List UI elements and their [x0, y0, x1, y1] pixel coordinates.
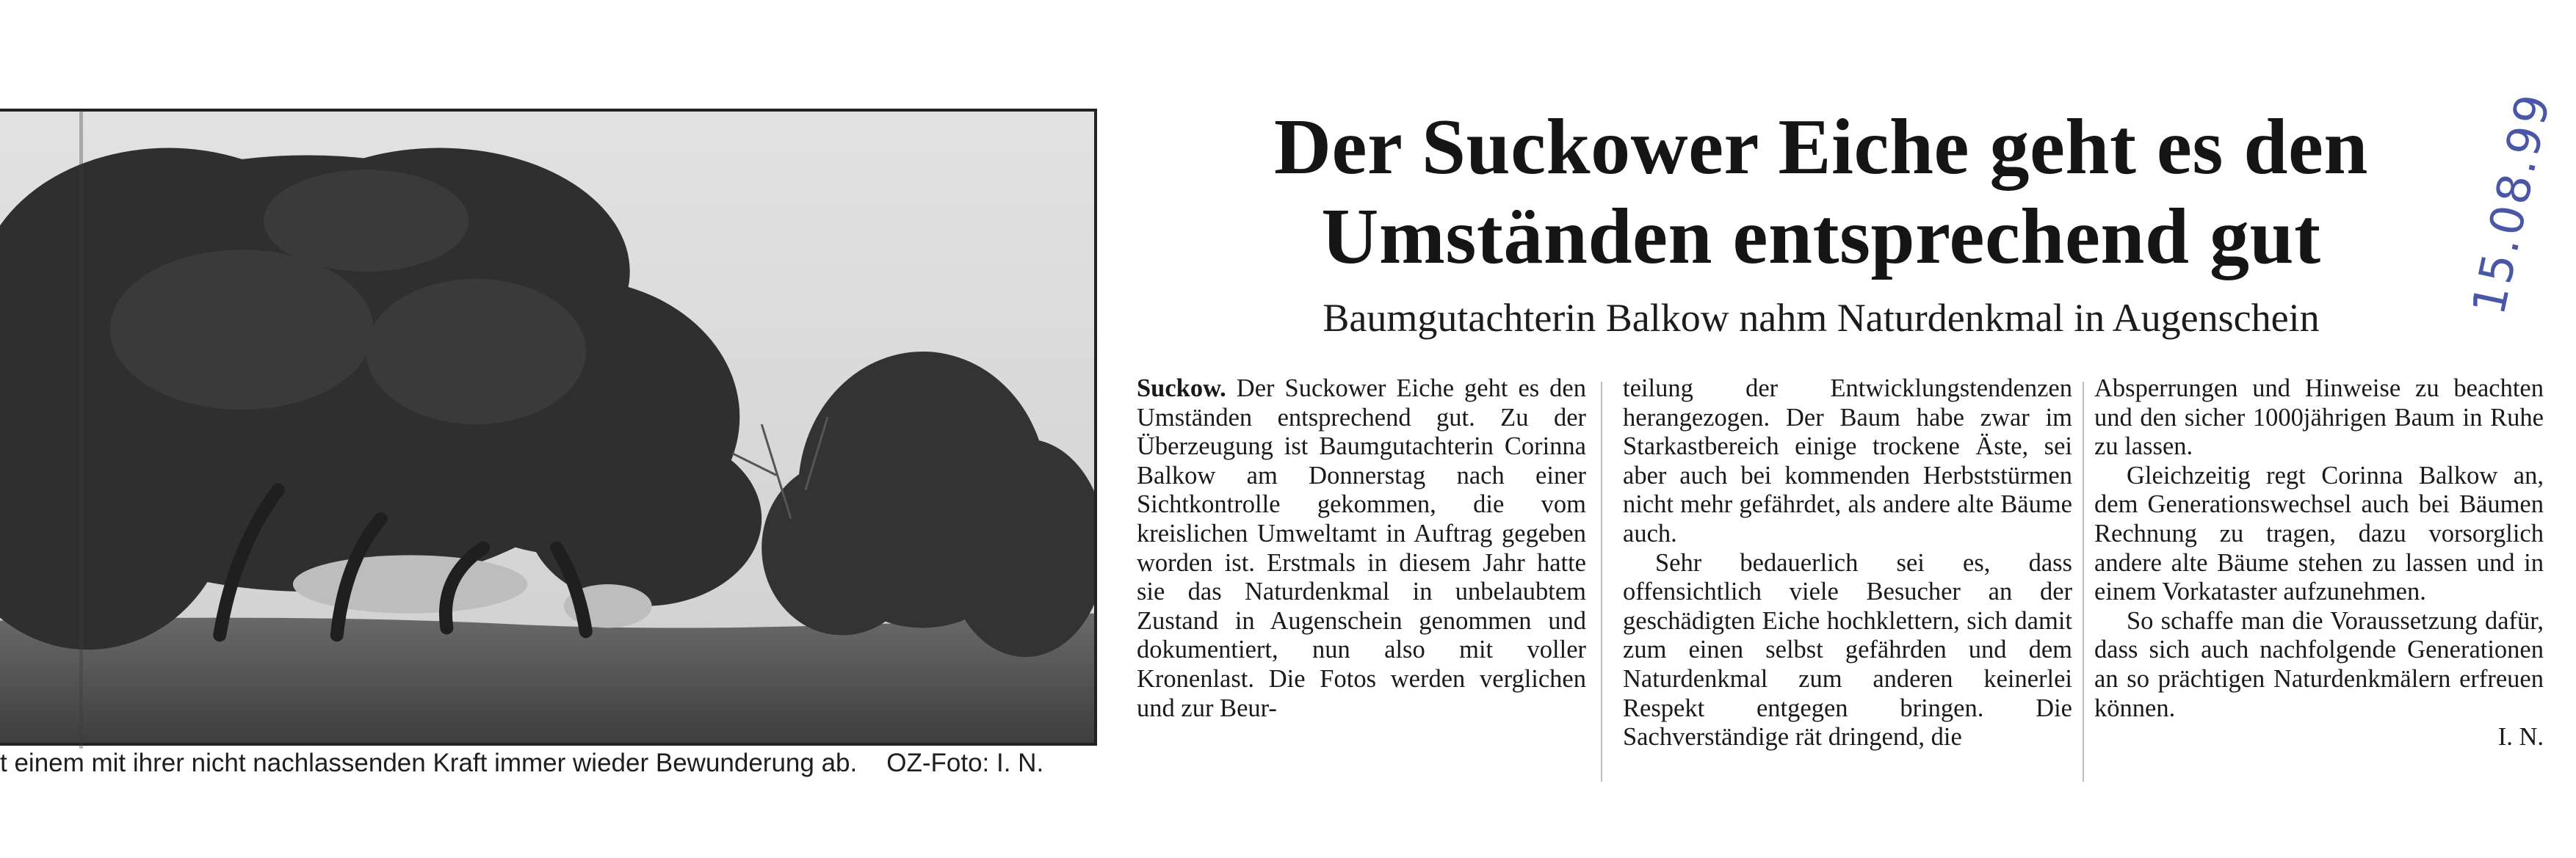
column-2-paragraph-2: Sehr bedauerlich sei es, dass offensichtlich viele Besucher an der geschädigten Eiche hochklettern, sich damit zum einen selbst gefährden und dem Naturdenkmal zum anderen keinerlei Respekt entgegen bringen. Die Sachverständige rät dringend, die — [1623, 548, 2072, 752]
column-divider — [1601, 382, 1602, 782]
column-1-text: Der Suckower Eiche geht es den Umständen entsprechend gut. Zu der Überzeugung ist Baumgutachterin Corinna Balkow am Donnerstag nach einer Sichtkontrolle gekommen, die vom kreislichen Umweltamt in Auftrag gegeben worden ist. Erstmals in diesem Jahr hatte sie das Naturdenkmal in unbelaubtem Zustand in Augenschein genommen und dokumentiert, nun also mit voller Kronenlast. Die Fotos werden verglichen und zur Beur- — [1137, 374, 1587, 722]
headline-line-1: Der Suckower Eiche geht es den — [1274, 103, 2368, 191]
article-photo — [0, 109, 1097, 746]
photo-credit: OZ-Foto: I. N. — [886, 749, 1044, 777]
article-column-3 — [2094, 374, 2544, 752]
handwritten-date: 15.08.99 — [2461, 87, 2561, 320]
column-3-paragraph-3: So schaffe man die Voraussetzung dafür, dass sich auch nachfolgende Generationen an so prächtigen Naturdenkmälern erfreuen können. — [2094, 606, 2544, 722]
author-initials: I. N. — [2497, 723, 2544, 752]
paper-fold-line — [79, 110, 83, 749]
photo-caption — [0, 749, 1101, 778]
headline-line-2: Umständen entsprechend gut — [1321, 193, 2321, 280]
column-3-paragraph-1: Absperrungen und Hinweise zu beachten und den sicher 1000jährigen Baum in Ruhe zu lassen. — [2094, 374, 2544, 461]
article-column-1 — [1137, 374, 1586, 723]
article-subheadline: Baumgutachterin Balkow nahm Naturdenkmal in Augenschein — [1323, 296, 2320, 340]
article-column-2 — [1623, 374, 2072, 752]
column-divider — [2083, 382, 2084, 782]
column-2-paragraph-1: teilung der Entwicklungstendenzen herangezogen. Der Baum habe zwar im Starkastbereich einige trockene Äste, sei aber auch bei kommenden Herbststürmen nicht mehr gefährdet, als andere alte Bäume auch. — [1623, 374, 2072, 548]
oak-tree-image — [0, 112, 1094, 743]
dateline-place: Suckow. — [1137, 374, 1226, 402]
article-headline — [1146, 103, 2497, 282]
photo-caption-text: t einem mit ihrer nicht nachlassenden Kraft immer wieder Bewunderung ab. — [0, 749, 858, 777]
column-3-paragraph-2: Gleichzeitig regt Corinna Balkow an, dem Generationswechsel auch bei Bäumen Rechnung zu tragen, dazu vorsorglich andere alte Bäume stehen zu lassen und in einem Vorkataster aufzunehmen. — [2094, 461, 2544, 606]
